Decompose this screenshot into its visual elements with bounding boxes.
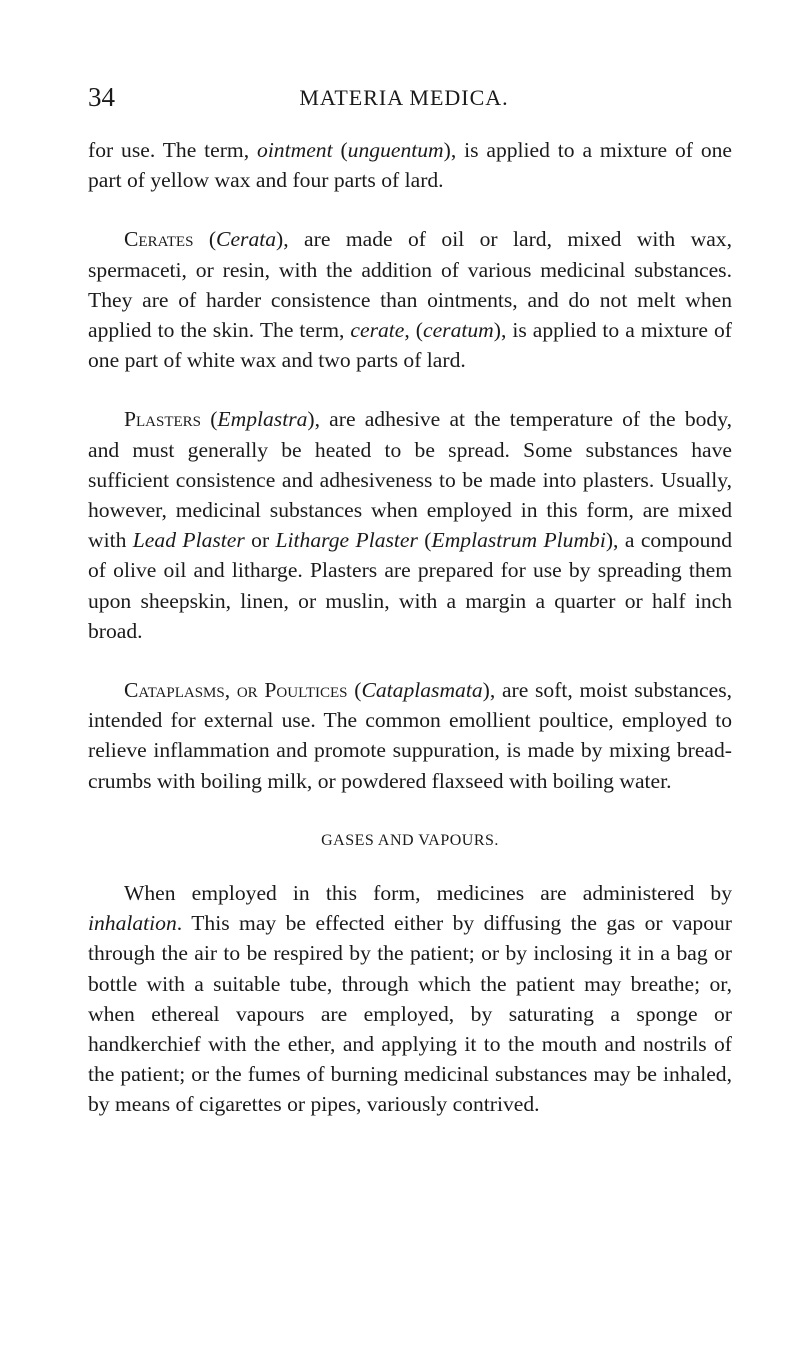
small-caps-heading: Plasters <box>124 407 202 432</box>
text-run: ), is applied to a mixture of one part of white wax and two parts of lard. <box>88 318 732 373</box>
paragraph-plasters <box>88 404 732 646</box>
italic-term: unguentum <box>347 138 444 162</box>
text-run: ), are made of oil or lard, mixed with wax, spermaceti, or resin, with the addition of various medicinal substances. They are of harder consistence than ointments, and do not melt when applied to the skin. The term, <box>88 227 733 343</box>
small-caps-heading: Cerates <box>124 227 194 252</box>
text-run: ( <box>347 678 362 703</box>
italic-term: Lead Plaster <box>132 528 245 553</box>
text-run: ), a compound of olive oil and litharge. Plasters are prepared for use by spreading them upon sheepskin, linen, or muslin, with a margin a quarter or half inch broad. <box>88 528 732 643</box>
text-run: ( <box>417 528 432 553</box>
text-run: ( <box>193 227 217 252</box>
text-run: ( <box>332 138 348 162</box>
section-heading: GASES AND VAPOURS. <box>321 831 499 849</box>
text-run: ), are soft, moist substances, intended for external use. The common emollient poultice, employed to relieve inflammation and promote suppuration, is made by mixing bread-crumbs with boiling milk, or powdered flaxseed with boiling water. <box>88 678 732 793</box>
text-run: . This may be effected either by diffusing the gas or vapour through the air to be respired by the patient; or by inclosing it in a bag or bottle with a suitable tube, through which the patient may breathe; or, when ethereal vapours are employed, by saturating a sponge or handkerchief with the ether, and applying it to the mouth and nostrils of the patient; or the fumes of burning medicinal substances may be inhaled, by means of cigarettes or pipes, variously contrived. <box>88 911 732 1117</box>
paragraph-cataplasms <box>88 675 732 796</box>
page-number: 34 <box>88 82 115 112</box>
text-run: , ( <box>404 318 423 343</box>
body-text <box>88 135 732 1120</box>
text-run: ( <box>201 407 218 432</box>
text-run: When employed in this form, medicines are administered by <box>124 881 732 906</box>
text-run: for use. The term, <box>88 138 258 162</box>
italic-term: inhalation <box>88 911 177 936</box>
italic-term: ceratum <box>423 318 494 343</box>
italic-term: Cataplasmata <box>361 678 483 703</box>
italic-term: Litharge Plaster <box>275 528 418 553</box>
italic-term: cerate <box>350 318 405 343</box>
running-head: MATERIA MEDICA. <box>299 85 509 110</box>
paragraph-ointment-continued <box>88 135 732 195</box>
page-header <box>88 82 720 122</box>
italic-term: Emplastra <box>217 407 308 432</box>
text-run: ), is applied to a mixture of one part of yellow wax and four parts of lard. <box>88 138 733 193</box>
italic-term: Cerata <box>216 227 277 252</box>
text-run: or <box>244 528 276 553</box>
small-caps-heading: Cataplasms, or Poultices <box>124 678 348 703</box>
paragraph-cerates <box>88 224 732 375</box>
paragraph-inhalation <box>88 878 732 1120</box>
text-run: ), are adhesive at the temperature of the body, and must generally be heated to be spread. Some substances have sufficient consistence and adhesiveness to be made into plasters. Usually, however, medicinal substances when employed in this form, are mixed with <box>88 407 733 553</box>
italic-term: Emplastrum Plumbi <box>431 528 606 553</box>
italic-term: ointment <box>257 138 333 162</box>
